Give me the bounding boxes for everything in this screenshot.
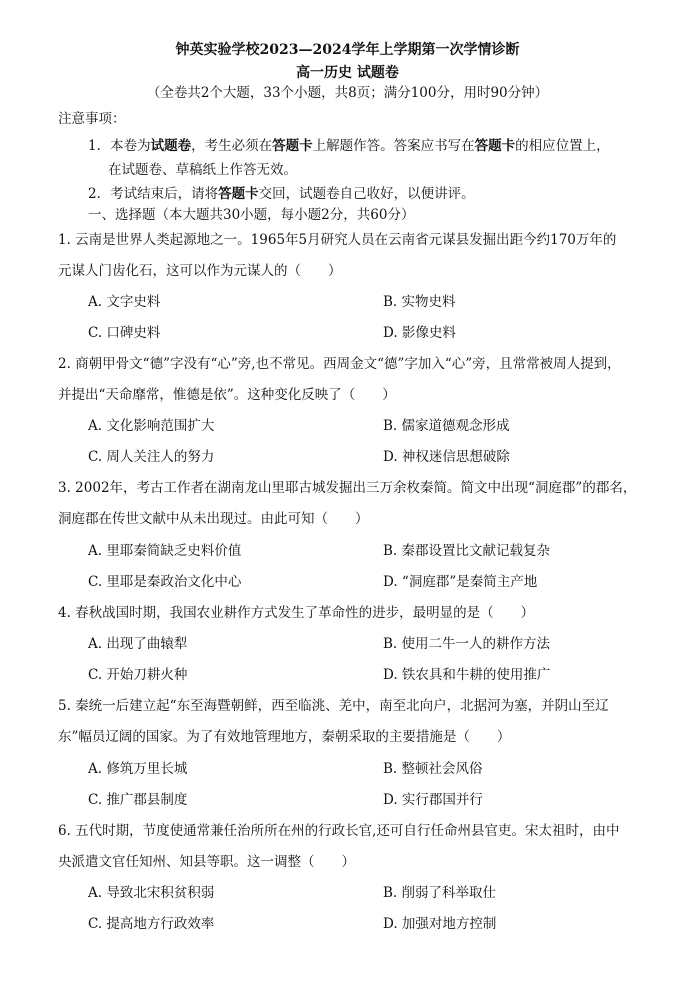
question-3-line-1: 3. 2002年，考古工作者在湖南龙山里耶古城发掘出三万余枚秦简。简文中出现“洞庭郡”的郡名， <box>58 480 637 496</box>
notice-text: ，考生必须在 <box>191 138 273 154</box>
notice-item-1 <box>88 137 610 155</box>
exam-subtitle: 高一历史 试题卷 <box>296 65 399 81</box>
question-6-option-b: B. 削弱了科举取仕 <box>383 885 497 901</box>
notice-keyword: 答题卡 <box>272 138 313 154</box>
question-5-option-b: B. 整顿社会风俗 <box>383 761 483 777</box>
question-6-option-c: C. 提高地方行政效率 <box>88 916 215 932</box>
question-5-option-d: D. 实行郡国并行 <box>383 792 483 808</box>
question-2-option-d: D. 神权迷信思想破除 <box>383 449 510 465</box>
question-3-option-d: D. “洞庭郡”是秦简主产地 <box>383 574 538 590</box>
notice-text: 1．本卷为 <box>88 138 151 154</box>
question-1-option-a: A. 文字史料 <box>88 294 161 310</box>
question-3-option-b: B. 秦郡设置比文献记载复杂 <box>383 543 551 559</box>
notice-item-1-line-2: 在试题卷、草稿纸上作答无效。 <box>108 162 297 178</box>
notice-text: 2．考试结束后，请将 <box>88 186 219 202</box>
question-3-option-a: A. 里耶秦简缺乏史料价值 <box>88 543 242 559</box>
question-6-option-a: A. 导致北宋积贫积弱 <box>88 885 215 901</box>
question-6-option-d: D. 加强对地方控制 <box>383 916 497 932</box>
question-1-option-b: B. 实物史料 <box>383 294 456 310</box>
notice-keyword: 答题卡 <box>474 138 516 154</box>
notice-text: 的相应位置上， <box>515 138 610 154</box>
notice-keyword: 答题卡 <box>218 186 259 202</box>
question-3-line-2: 洞庭郡在传世文献中从未出现过。由此可知（ ） <box>58 511 369 527</box>
question-6-line-2: 央派遣文官任知州、知县等职。这一调整（ ） <box>58 854 355 870</box>
question-5-option-a: A. 修筑万里长城 <box>88 761 188 777</box>
notice-item-2 <box>88 185 475 203</box>
question-2-line-1: 2. 商朝甲骨文“德”字没有“心”旁,也不常见。西周金文“德”字加入“心”旁，且常常被周人提到， <box>58 356 621 372</box>
question-4-option-d: D. 铁农具和牛耕的使用推广 <box>383 667 551 683</box>
question-2-line-2: 并提出“天命靡常，惟德是依”。这种变化反映了（ ） <box>58 387 396 403</box>
question-2-option-a: A. 文化影响范围扩大 <box>88 418 215 434</box>
exam-info: （全卷共2个大题，33个小题，共8页；满分100分，用时90分钟） <box>146 85 549 101</box>
question-5-line-2: 东”幅员辽阔的国家。为了有效地管理地方，秦朝采取的主要措施是（ ） <box>58 729 511 745</box>
question-6-line-1: 6. 五代时期，节度使通常兼任治所所在州的行政长官,还可自行任命州县官吏。宋太祖时，由中 <box>58 823 620 839</box>
notice-text: 上解题作答。答案应书写在 <box>312 138 475 154</box>
question-2-option-c: C. 周人关注人的努力 <box>88 449 215 465</box>
question-4-line-1: 4. 春秋战国时期，我国农业耕作方式发生了革命性的进步，最明显的是（ ） <box>58 605 535 621</box>
question-3-option-c: C. 里耶是秦政治文化中心 <box>88 574 242 590</box>
section-heading: 一、选择题（本大题共30小题，每小题2分，共60分） <box>88 207 415 223</box>
question-5-line-1: 5. 秦统一后建立起“东至海暨朝鲜，西至临洮、羌中，南至北向户，北据河为塞，并阴山至辽 <box>58 698 609 714</box>
question-4-option-a: A. 出现了曲辕犁 <box>88 636 188 652</box>
question-1-line-1: 1. 云南是世界人类起源地之一。1965年5月研究人员在云南省元谋县发掘出距今约170万年的 <box>58 232 617 248</box>
question-2-option-b: B. 儒家道德观念形成 <box>383 418 510 434</box>
question-4-option-b: B. 使用二牛一人的耕作方法 <box>383 636 551 652</box>
question-1-option-c: C. 口碑史料 <box>88 325 161 341</box>
notice-heading: 注意事项： <box>58 111 126 127</box>
question-4-option-c: C. 开始刀耕火种 <box>88 667 188 683</box>
notice-text: 交回，试题卷自己收好，以便讲评。 <box>258 186 475 202</box>
question-1-line-2: 元谋人门齿化石，这可以作为元谋人的（ ） <box>58 263 342 279</box>
question-5-option-c: C. 推广郡县制度 <box>88 792 188 808</box>
question-1-option-d: D. 影像史料 <box>383 325 456 341</box>
notice-keyword: 试题卷 <box>150 138 192 154</box>
exam-title: 钟英实验学校2023—2024学年上学期第一次学情诊断 <box>175 42 520 58</box>
